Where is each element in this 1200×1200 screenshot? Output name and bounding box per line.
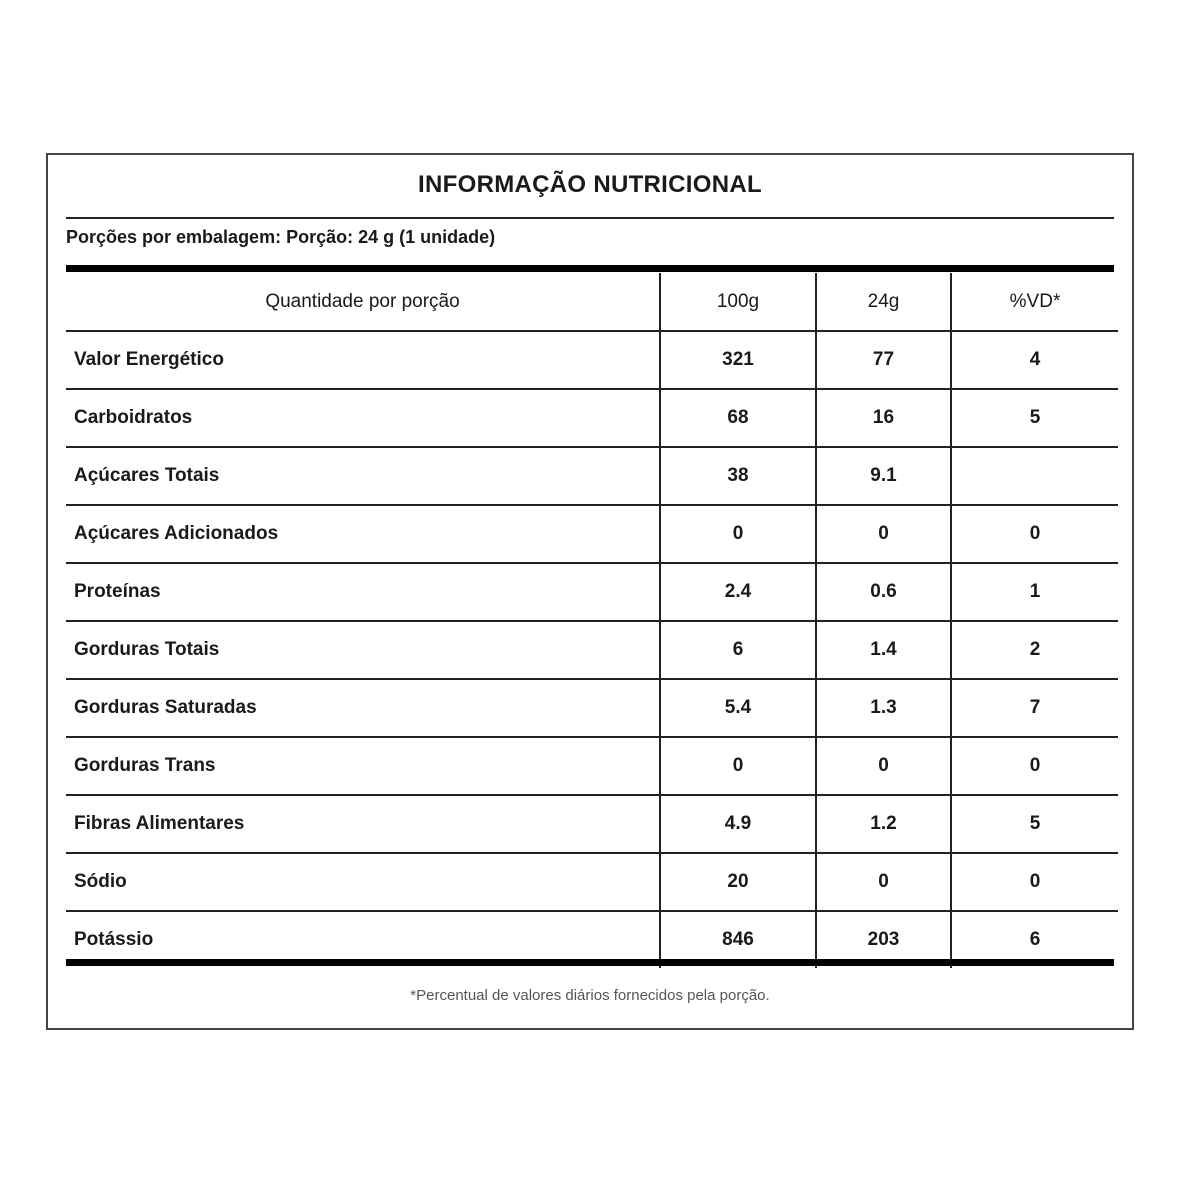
header-100g: 100g [660,273,816,331]
value-100g: 38 [660,447,816,505]
value-24g: 0 [816,505,951,563]
value-24g: 0.6 [816,563,951,621]
value-100g: 6 [660,621,816,679]
value-vd: 4 [951,331,1118,389]
nutrient-name: Gorduras Saturadas [66,679,660,737]
value-vd: 0 [951,505,1118,563]
header-quantity: Quantidade por porção [66,273,660,331]
value-100g: 846 [660,911,816,968]
value-24g: 16 [816,389,951,447]
header-24g: 24g [816,273,951,331]
value-24g: 1.3 [816,679,951,737]
header-row [66,273,1118,331]
table-row [66,389,1118,447]
nutrient-name: Proteínas [66,563,660,621]
value-100g: 0 [660,505,816,563]
value-vd [951,447,1118,505]
nutrient-name: Gorduras Trans [66,737,660,795]
value-24g: 0 [816,853,951,911]
value-100g: 5.4 [660,679,816,737]
table-row [66,795,1118,853]
value-vd: 5 [951,389,1118,447]
value-24g: 203 [816,911,951,968]
footnote: *Percentual de valores diários fornecidos pela porção. [410,987,770,1004]
value-100g: 0 [660,737,816,795]
table-row [66,331,1118,389]
nutrition-table [66,273,1118,968]
value-vd: 1 [951,563,1118,621]
nutrient-name: Fibras Alimentares [66,795,660,853]
value-100g: 321 [660,331,816,389]
table-row [66,737,1118,795]
label-title: INFORMAÇÃO NUTRICIONAL [418,171,762,198]
nutrition-label [46,153,1134,1030]
value-24g: 77 [816,331,951,389]
table-row [66,447,1118,505]
value-vd: 0 [951,853,1118,911]
value-vd: 2 [951,621,1118,679]
header-vd: %VD* [951,273,1118,331]
value-100g: 68 [660,389,816,447]
table-row [66,563,1118,621]
value-24g: 1.2 [816,795,951,853]
value-vd: 6 [951,911,1118,968]
divider [66,217,1114,219]
nutrient-name: Valor Energético [66,331,660,389]
thick-divider [66,265,1114,272]
value-24g: 0 [816,737,951,795]
table-row [66,505,1118,563]
value-100g: 20 [660,853,816,911]
nutrient-name: Açúcares Adicionados [66,505,660,563]
value-vd: 5 [951,795,1118,853]
nutrient-name: Gorduras Totais [66,621,660,679]
value-vd: 7 [951,679,1118,737]
value-100g: 4.9 [660,795,816,853]
value-vd: 0 [951,737,1118,795]
table-row [66,853,1118,911]
serving-info: Porções por embalagem: Porção: 24 g (1 unidade) [66,227,496,247]
nutrient-name: Sódio [66,853,660,911]
value-100g: 2.4 [660,563,816,621]
value-24g: 1.4 [816,621,951,679]
value-24g: 9.1 [816,447,951,505]
nutrient-name: Açúcares Totais [66,447,660,505]
table-row [66,679,1118,737]
nutrient-name: Carboidratos [66,389,660,447]
nutrient-name: Potássio [74,929,154,950]
thick-divider-bottom [66,959,1114,966]
table-row [66,621,1118,679]
